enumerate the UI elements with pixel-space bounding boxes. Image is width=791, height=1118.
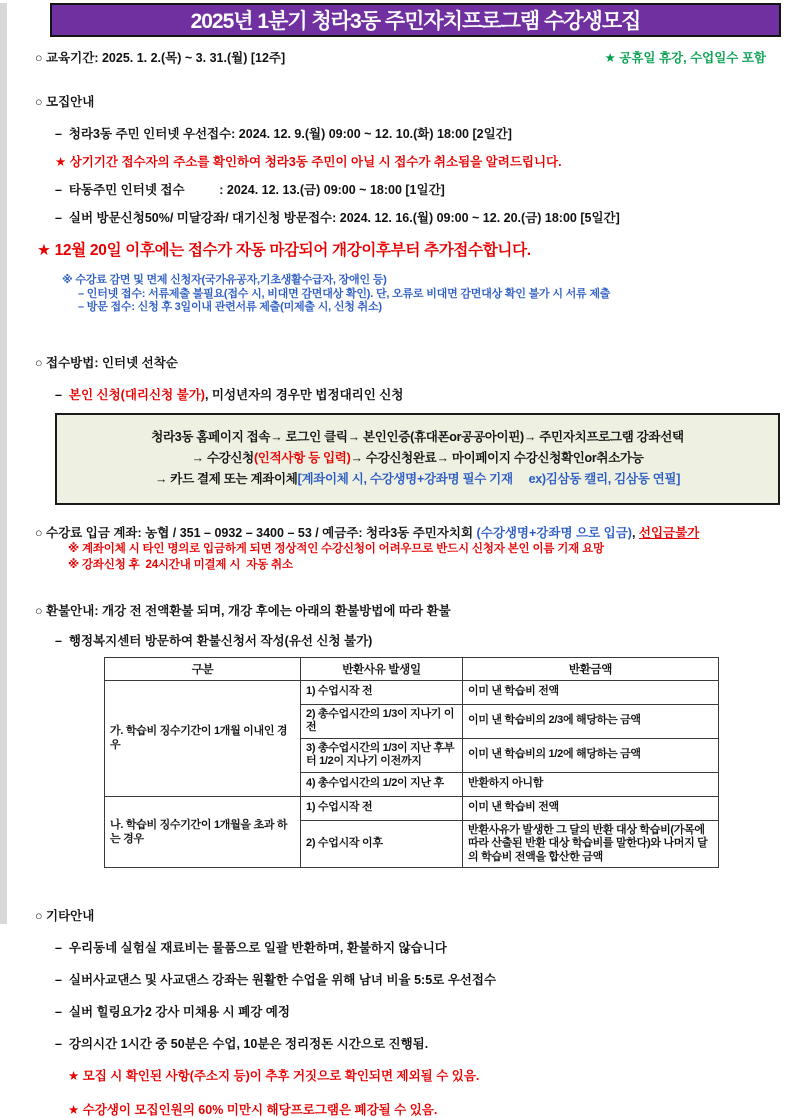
apply-heading: ○ 접수방법: 인터넷 선착순 (35, 355, 178, 370)
etc-item-2: – 실버사교댄스 및 사교댄스 강좌는 원활한 수업을 위해 남녀 비율 5:5로 우선접수 (55, 973, 497, 987)
flow-line3-a: → 카드 결제 또는 계좌이체 (154, 471, 298, 486)
refund-a4-reason: 4) 총수업시간의 1/2이 지난 후 (301, 772, 463, 796)
notice-document (0, 3, 791, 1117)
refund-col-reason: 반환사유 발생일 (301, 657, 463, 680)
payment-no-prepay: 선입금불가 (638, 525, 700, 540)
refund-a3-reason: 3) 총수업시간의 1/3이 지난 후부터 1/2이 지나기 이전까지 (301, 738, 463, 772)
flow-step-line-3 (63, 469, 772, 490)
payment-separator: , (631, 525, 639, 540)
payment-note-1: ※ 계좌이체 시 타인 명의로 입금하게 되면 정상적인 수강신청이 어려우므로 반드시 신청자 본인 이름 기재 요망 (68, 542, 604, 555)
application-flow-box (55, 413, 780, 505)
refund-sub-item: – 행정복지센터 방문하여 환불신청서 작성(유선 신청 불가) (55, 633, 373, 648)
refund-b1-reason: 1) 수업시작 전 (301, 796, 463, 820)
fee-exemption-note-internet: – 인터넷 접수: 서류제출 불필요(접수 시, 비대면 감면대상 확인). 단, 오류로 비대면 감면대상 확인 불가 시 서류 제출 (78, 287, 611, 300)
fee-exemption-note-title: ※ 수강료 감면 및 면제 신청자(국가유공자,기초생활수급자, 장애인 등) (62, 274, 387, 286)
refund-a1-reason: 1) 수업시작 전 (301, 680, 463, 704)
etc-warning-2: ★ 수강생이 모집인원의 60% 미만시 해당프로그램은 폐강될 수 있음. (68, 1103, 438, 1117)
flow-line3-blue: [계좌이체 시, 수강생명+강좌명 필수 기재 ex)김삼동 캘리, 김삼동 연필] (297, 471, 681, 486)
etc-item-4: – 강의시간 1시간 중 50분은 수업, 10분은 정리정돈 시간으로 진행됨. (55, 1037, 429, 1051)
refund-a3-amount: 이미 낸 학습비의 1/2에 해당하는 금액 (463, 738, 719, 772)
refund-a2-reason: 2) 총수업시간의 1/3이 지나기 이전 (301, 704, 463, 738)
flow-line2-red: (인적사항 등 입력) (253, 450, 351, 465)
payment-prefix: ○ 수강료 입금 계좌: 농협 / 351 – 0932 – 3400 – 53 / 예금주: 청라3동 주민자치회 (35, 525, 477, 540)
apply-item-dash: – (55, 387, 69, 402)
table-row (105, 796, 719, 820)
etc-item-3: – 실버 힐링요가2 강사 미채용 시 폐강 예정 (55, 1005, 290, 1019)
refund-b2-reason: 2) 수업시작 이후 (301, 820, 463, 868)
etc-heading: ○ 기타안내 (35, 909, 95, 923)
flow-line2-a: → 수강신청 (191, 450, 254, 465)
payment-note-2: ※ 강좌신청 후 24시간내 미결제 시 자동 취소 (68, 558, 293, 571)
flow-line2-b: → 수강신청완료→ 마이페이지 수강신청확인or취소가능 (350, 450, 644, 465)
fee-exemption-note-visit: – 방문 접수: 신청 후 3일이내 관련서류 제출(미제출 시, 신청 취소) (78, 301, 382, 313)
refund-a2-amount: 이미 낸 학습비의 2/3에 해당하는 금액 (463, 704, 719, 738)
refund-table-header-row (105, 657, 719, 680)
page-edge-strip (0, 3, 7, 924)
apply-item-red: 본인 신청(대리신청 불가) (68, 387, 205, 402)
education-period: ○ 교육기간: 2025. 1. 2.(목) ~ 3. 31.(월) [12주] (35, 51, 286, 65)
page-title: 2025년 1분기 청라3동 주민자치프로그램 수강생모집 (190, 10, 641, 33)
refund-a1-amount: 이미 낸 학습비 전액 (463, 680, 719, 704)
recruit-warning-deadline: ★ 12월 20일 이후에는 접수가 자동 마감되어 개강이후부터 추가접수합니다. (37, 242, 531, 259)
fee-exemption-note (62, 274, 791, 315)
refund-table (104, 657, 719, 869)
apply-item-self (55, 385, 791, 403)
etc-warning-1: ★ 모집 시 확인된 사항(주소지 등)이 추후 거짓으로 확인되면 제외될 수 있음. (68, 1069, 480, 1083)
recruit-item-3: – 실버 방문신청50%/ 미달강좌/ 대기신청 방문접수: 2024. 12. 16.(월) 09:00 ~ 12. 20.(금) 18:00 [5일간] (55, 211, 620, 225)
title-banner (50, 3, 781, 37)
education-period-row (35, 48, 766, 66)
payment-account-line (35, 523, 791, 541)
refund-group-b-label: 나. 학습비 징수기간이 1개월을 초과 하는 경우 (105, 796, 301, 868)
recruit-heading: ○ 모집안내 (35, 95, 95, 109)
flow-step-line-1: 청라3동 홈페이지 접속→ 로그인 클릭→ 본인인증(휴대폰or공공아이핀)→ 주민자치프로그램 강좌선택 (151, 429, 684, 444)
refund-b1-amount: 이미 낸 학습비 전액 (463, 796, 719, 820)
recruit-item-1: – 청라3동 주민 인터넷 우선접수: 2024. 12. 9.(월) 09:00 ~ 12. 10.(화) 18:00 [2일간] (55, 127, 512, 141)
etc-item-1: – 우리동네 실험실 재료비는 물품으로 일괄 반환하며, 환불하지 않습니다 (55, 941, 447, 955)
payment-blue-note: (수강생명+강좌명 으로 입금) (476, 525, 632, 540)
apply-item-rest: , 미성년자의 경우만 법정대리인 신청 (204, 387, 404, 402)
recruit-warning-address: ★ 상기기간 접수자의 주소를 확인하여 청라3동 주민이 아닐 시 접수가 취소됨을 알려드립니다. (55, 155, 562, 169)
refund-b2-amount: 반환사유가 발생한 그 달의 반환 대상 학습비(가목에 따라 산출된 반환 대상 학습비를 말한다)와 나머지 달의 학습비 전액을 합산한 금액 (463, 820, 719, 868)
table-row (105, 680, 719, 704)
refund-col-category: 구분 (105, 657, 301, 680)
refund-heading: ○ 환불안내: 개강 전 전액환불 되며, 개강 후에는 아래의 환불방법에 따라 환불 (35, 603, 451, 618)
holiday-note: ★ 공휴일 휴강, 수업일수 포함 (604, 51, 766, 65)
refund-col-amount: 반환금액 (463, 657, 719, 680)
flow-step-line-2 (63, 448, 772, 469)
recruit-item-2: – 타동주민 인터넷 접수 : 2024. 12. 13.(금) 09:00 ~ 18:00 [1일간] (55, 183, 445, 197)
refund-a4-amount: 반환하지 아니함 (463, 772, 719, 796)
refund-group-a-label: 가. 학습비 징수기간이 1개월 이내인 경우 (105, 680, 301, 796)
